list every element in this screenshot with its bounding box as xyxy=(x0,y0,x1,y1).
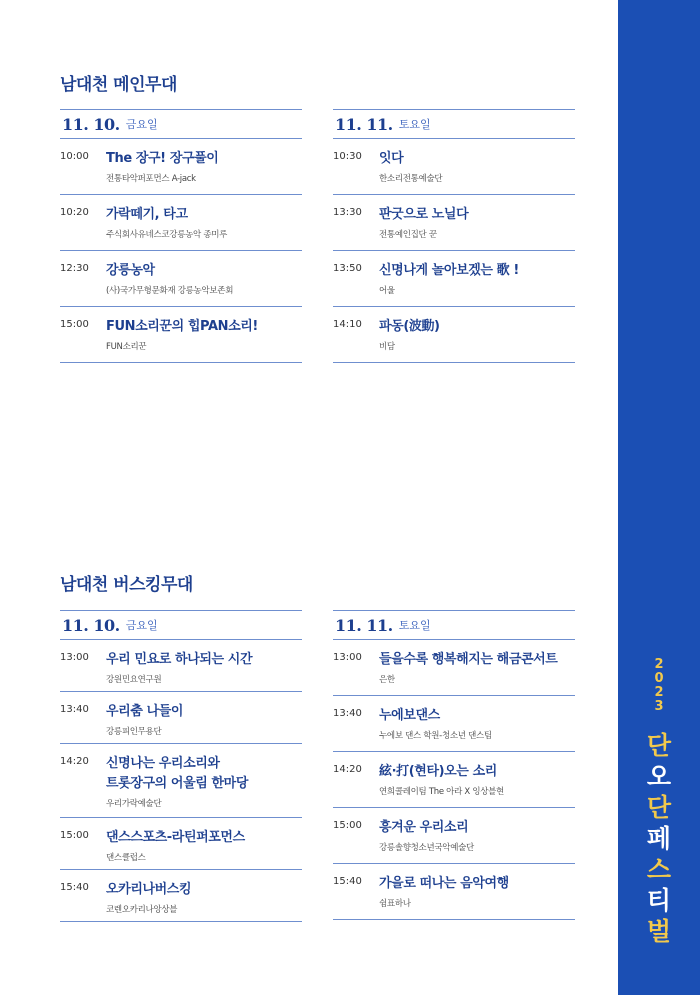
festival-year xyxy=(647,658,671,714)
schedule-row xyxy=(333,864,575,920)
program-title: 신명나게 놀아보겠는 歌 ! xyxy=(379,263,519,278)
schedule-row xyxy=(60,870,302,922)
performer-name: (사)국가무형문화재 강릉농악보존회 xyxy=(106,286,234,296)
schedule-row xyxy=(60,818,302,870)
event-time: 14:20 xyxy=(333,764,362,775)
program-title: 판굿으로 노닐다 xyxy=(379,207,469,222)
schedule-row xyxy=(333,640,575,696)
schedule-row xyxy=(333,307,575,363)
day-header xyxy=(60,610,302,640)
title-char: 단 xyxy=(646,793,672,822)
event-time: 13:30 xyxy=(333,207,362,218)
schedule-row xyxy=(60,640,302,692)
event-time: 10:20 xyxy=(60,207,89,218)
event-time: 15:40 xyxy=(333,876,362,887)
event-time: 15:40 xyxy=(60,882,89,893)
title-char: 벌 xyxy=(646,917,672,946)
performer-name: 전통예인집단 꾼 xyxy=(379,230,437,240)
performer-name: 은한 xyxy=(379,675,395,685)
title-char: 스 xyxy=(646,855,672,884)
year-digit: 2 xyxy=(654,685,664,700)
year-digit: 2 xyxy=(654,657,664,672)
festival-name xyxy=(640,730,678,947)
title-char: 티 xyxy=(646,886,672,915)
day-weekday: 금요일 xyxy=(125,118,158,131)
program-title: The 장구! 장구풀이 xyxy=(106,151,219,166)
schedule-main-day1 xyxy=(60,109,302,363)
schedule-main-day2 xyxy=(333,109,575,363)
day-header xyxy=(60,109,302,139)
event-time: 15:00 xyxy=(333,820,362,831)
year-digit: 0 xyxy=(654,671,664,686)
busking-stage-title: 남대천 버스킹무대 xyxy=(60,575,193,595)
event-time: 13:40 xyxy=(60,704,89,715)
performer-name: 전통타악퍼포먼스 A-jack xyxy=(106,174,196,184)
performer-name: 연희콜레이팀 The 아라 X 잉상블현 xyxy=(379,787,504,797)
event-time: 12:30 xyxy=(60,263,89,274)
program-title: 들을수록 행복해지는 해금콘서트 xyxy=(379,652,558,667)
day-weekday: 토요일 xyxy=(398,619,431,632)
year-digit: 3 xyxy=(654,699,664,714)
performer-name: 강릉피인무용단 xyxy=(106,727,162,737)
schedule-row xyxy=(60,692,302,744)
title-char: 페 xyxy=(646,824,672,853)
title-char: 단 xyxy=(646,731,672,760)
program-title: 흥겨운 우리소리 xyxy=(379,820,469,835)
schedule-row xyxy=(333,195,575,251)
performer-name: 댄스클럽스 xyxy=(106,853,146,863)
day-date: 11. 11. xyxy=(335,114,393,134)
program-title: 신명나는 우리소리와 xyxy=(106,756,220,771)
day-date: 11. 11. xyxy=(335,615,393,635)
schedule-row xyxy=(333,808,575,864)
performer-name: 코렌오카리나앙상블 xyxy=(106,905,178,915)
main-stage-title: 남대천 메인무대 xyxy=(60,75,177,95)
program-title: 파동(波動) xyxy=(379,319,440,334)
performer-name: 누에보 댄스 학원-청소년 댄스팀 xyxy=(379,731,492,741)
schedule-row xyxy=(60,195,302,251)
day-weekday: 토요일 xyxy=(398,118,431,131)
event-time: 13:50 xyxy=(333,263,362,274)
schedule-row xyxy=(60,744,302,818)
program-title: 우리춤 나들이 xyxy=(106,704,184,719)
performer-name: 한소리전통예술단 xyxy=(379,174,443,184)
performer-name: 어울 xyxy=(379,286,395,296)
event-time: 13:00 xyxy=(333,652,362,663)
performer-name: 쉼표하나 xyxy=(379,899,411,909)
schedule-busking-day2 xyxy=(333,610,575,920)
event-time: 14:20 xyxy=(60,756,89,767)
title-char: 오 xyxy=(646,762,672,791)
program-title: 트롯장구의 어울림 한마당 xyxy=(106,776,248,791)
festival-sidebar xyxy=(618,0,700,995)
program-title: 강릉농악 xyxy=(106,263,155,278)
program-title: 우리 민요로 하나되는 시간 xyxy=(106,652,253,667)
program-title: 가락떼기, 타고 xyxy=(106,207,188,222)
schedule-row xyxy=(333,752,575,808)
day-weekday: 금요일 xyxy=(125,619,158,632)
day-date: 11. 10. xyxy=(62,114,120,134)
performer-name: 우리가락예술단 xyxy=(106,799,162,809)
schedule-row xyxy=(333,139,575,195)
performer-name: 주식회사유네스코강릉농악 종미루 xyxy=(106,230,228,240)
event-time: 14:10 xyxy=(333,319,362,330)
program-title: FUN소리꾼의 힙PAN소리! xyxy=(106,319,258,334)
day-header xyxy=(333,109,575,139)
performer-name: FUN소리꾼 xyxy=(106,342,147,352)
program-title: 누에보댄스 xyxy=(379,708,440,723)
schedule-busking-day1 xyxy=(60,610,302,922)
day-header xyxy=(333,610,575,640)
program-title: 絃·打(현타)오는 소리 xyxy=(379,764,497,779)
program-title: 잇다 xyxy=(379,151,404,166)
event-time: 10:00 xyxy=(60,151,89,162)
performer-name: 강릉솔향청소년국악예술단 xyxy=(379,843,474,853)
schedule-row xyxy=(333,251,575,307)
event-time: 15:00 xyxy=(60,830,89,841)
day-date: 11. 10. xyxy=(62,615,120,635)
schedule-row xyxy=(333,696,575,752)
event-time: 10:30 xyxy=(333,151,362,162)
schedule-row xyxy=(60,307,302,363)
schedule-row xyxy=(60,251,302,307)
program-title: 댄스스포츠-라틴퍼포먼스 xyxy=(106,830,245,845)
program-title: 가을로 떠나는 음악여행 xyxy=(379,876,509,891)
event-time: 13:00 xyxy=(60,652,89,663)
performer-name: 강원민요연구원 xyxy=(106,675,162,685)
schedule-row xyxy=(60,139,302,195)
event-time: 15:00 xyxy=(60,319,89,330)
performer-name: 비담 xyxy=(379,342,395,352)
event-time: 13:40 xyxy=(333,708,362,719)
program-title: 오카리나버스킹 xyxy=(106,882,192,897)
